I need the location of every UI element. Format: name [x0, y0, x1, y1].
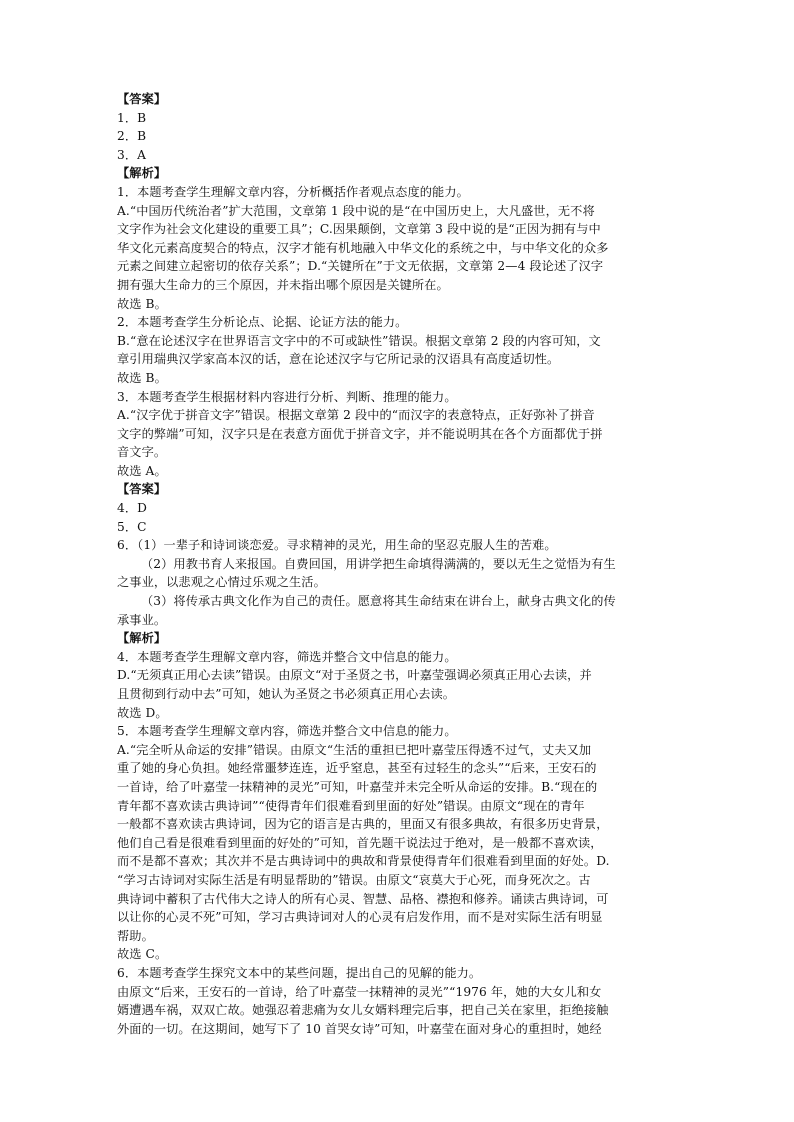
text-line: 4．本题考查学生理解文章内容，筛选并整合文中信息的能力。: [117, 649, 457, 664]
text-line: 故选 B。: [117, 370, 167, 385]
text-line: 外面的一切。在这期间，她写下了 10 首哭女诗”可知，叶嘉莹在面对身心的重担时，她经: [117, 1021, 602, 1036]
text-line: B.“意在论述汉字在世界语言文字中的不可或缺性”错误。根据文章第 2 段的内容可知，文: [117, 333, 601, 348]
text-line: 故选 D。: [117, 705, 168, 720]
text-line: 华文化元素高度契合的特点，汉字才能有机地融入中华文化的系统之中，与中华文化的众多: [117, 240, 609, 255]
text-line: 一般都不喜欢读古典诗词，因为它的语言是古典的，里面又有很多典故，有很多历史背景，: [117, 817, 609, 832]
answer-heading: 【答案】: [117, 92, 167, 106]
text-line: 6．（1）一辈子和诗词谈恋爱。寻求精神的灵光，用生命的坚忍克服人生的苦难。: [117, 538, 557, 553]
analysis-heading: 【解析】: [117, 631, 167, 646]
text-line: 典诗词中蓄积了古代伟大之诗人的所有心灵、智慧、品格、襟抱和修养。诵读古典诗词，可: [117, 891, 609, 906]
text-line: 故选 A。: [117, 463, 167, 478]
text-line: 他们自己看是很难看到里面的好处的”可知，首先题干说法过于绝对，是一般都不喜欢读，: [117, 835, 603, 850]
text-line: 故选 B。: [117, 296, 167, 311]
text-line: 音文字。: [117, 445, 167, 460]
text-line: 承事业。: [117, 612, 167, 627]
answer-line: 1．B: [117, 110, 147, 125]
text-line: 一首诗，给了叶嘉莹一抹精神的灵光”可知，叶嘉莹并未完全听从命运的安排。B.“现在的: [117, 779, 598, 794]
answer-line: 4．D: [117, 501, 148, 516]
text-line: 故选 C。: [117, 947, 168, 962]
answer-line: 3．A: [117, 147, 147, 162]
text-line: A.“中国历代统治者”扩大范围，文章第 1 段中说的是“在中国历史上，大凡盛世，无不将: [117, 203, 595, 218]
text-line: 2．本题考查学生分析论点、论据、论证方法的能力。: [117, 315, 408, 330]
text-line: 婿遭遇车祸，双双亡故。她强忍着悲痛为女儿女婿料理完后事，把自己关在家里，拒绝接触: [117, 1003, 609, 1018]
text-line: D.“无须真正用心去读”错误。由原文“对于圣贤之书，叶嘉莹强调必须真正用心去读，并: [117, 668, 592, 683]
text-line: 帮助。: [117, 928, 154, 943]
text-line: （3）将传承古典文化作为自己的责任。愿意将其生命结束在讲台上，献身古典文化的传: [141, 594, 616, 609]
answer-line: 2．B: [117, 129, 147, 144]
text-line: 青年都不喜欢读古典诗词”“使得青年们很难看到里面的好处”错误。由原文“现在的青年: [117, 798, 585, 813]
text-line: 元素之间建立起密切的依存关系”；D.“关键所在”于文无依据，文章第 2—4 段论述了汉字: [117, 259, 604, 274]
analysis-heading: 【解析】: [117, 166, 167, 181]
text-line: 章引用瑞典汉学家高本汉的话，意在论述汉字与它所记录的汉语具有高度适切性。: [117, 352, 560, 367]
text-line: 1．本题考查学生理解文章内容，分析概括作者观点态度的能力。: [117, 184, 469, 199]
document-page: [117, 90, 679, 1038]
text-line: 5．本题考查学生理解文章内容，筛选并整合文中信息的能力。: [117, 724, 457, 739]
text-line: 3．本题考查学生根据材料内容进行分析、判断、推理的能力。: [117, 389, 457, 404]
text-line: A.“完全听从命运的安排”错误。由原文“生活的重担已把叶嘉莹压得透不过气，丈夫又加: [117, 742, 592, 757]
answer-heading: 【答案】: [117, 482, 167, 497]
text-line: 且贯彻到行动中去”可知，她认为圣贤之书必须真正用心去读。: [117, 687, 456, 701]
text-line: 文字的弊端”可知，汉字只是在表意方面优于拼音文字，并不能说明其在各个方面都优于拼: [117, 426, 603, 441]
text-line: 以让你的心灵不死”可知，学习古典诗词对人的心灵有启发作用，而不是对实际生活有明显: [117, 910, 603, 925]
text-line: 由原文“后来，王安石的一首诗，给了叶嘉莹一抹精神的灵光”“1976 年，她的大女儿和女: [117, 984, 602, 999]
text-line: 之事业，以悲观之心情过乐观之生活。: [117, 575, 326, 590]
text-line: （2）用教书育人来报国。自费回国，用讲学把生命填得满满的，要以无生之觉悟为有生: [141, 556, 616, 571]
text-line: 6．本题考查学生探究文本中的某些问题，提出自己的见解的能力。: [117, 965, 482, 980]
text-line: “学习古诗词对实际生活是有明显帮助的”错误。由原文“哀莫大于心死，而身死次之。古: [117, 872, 591, 887]
text-line: 而不是都不喜欢；其次并不是古典诗词中的典故和背景使得青年们很难看到里面的好处。D.: [117, 854, 610, 869]
text-line: A.“汉字优于拼音文字”错误。根据文章第 2 段中的“而汉字的表意特点，正好弥补了拼音: [117, 408, 595, 423]
text-line: 拥有强大生命力的三个原因，并未指出哪个原因是关键所在。: [117, 277, 449, 292]
answer-line: 5．C: [117, 519, 147, 534]
text-line: 重了她的身心负担。她经常噩梦连连，近乎窒息，甚至有过轻生的念头”“后来，王安石的: [117, 761, 597, 776]
text-line: 文字作为社会文化建设的重要工具”；C.因果颠倒，文章第 3 段中说的是“正因为拥有与中: [117, 222, 601, 237]
